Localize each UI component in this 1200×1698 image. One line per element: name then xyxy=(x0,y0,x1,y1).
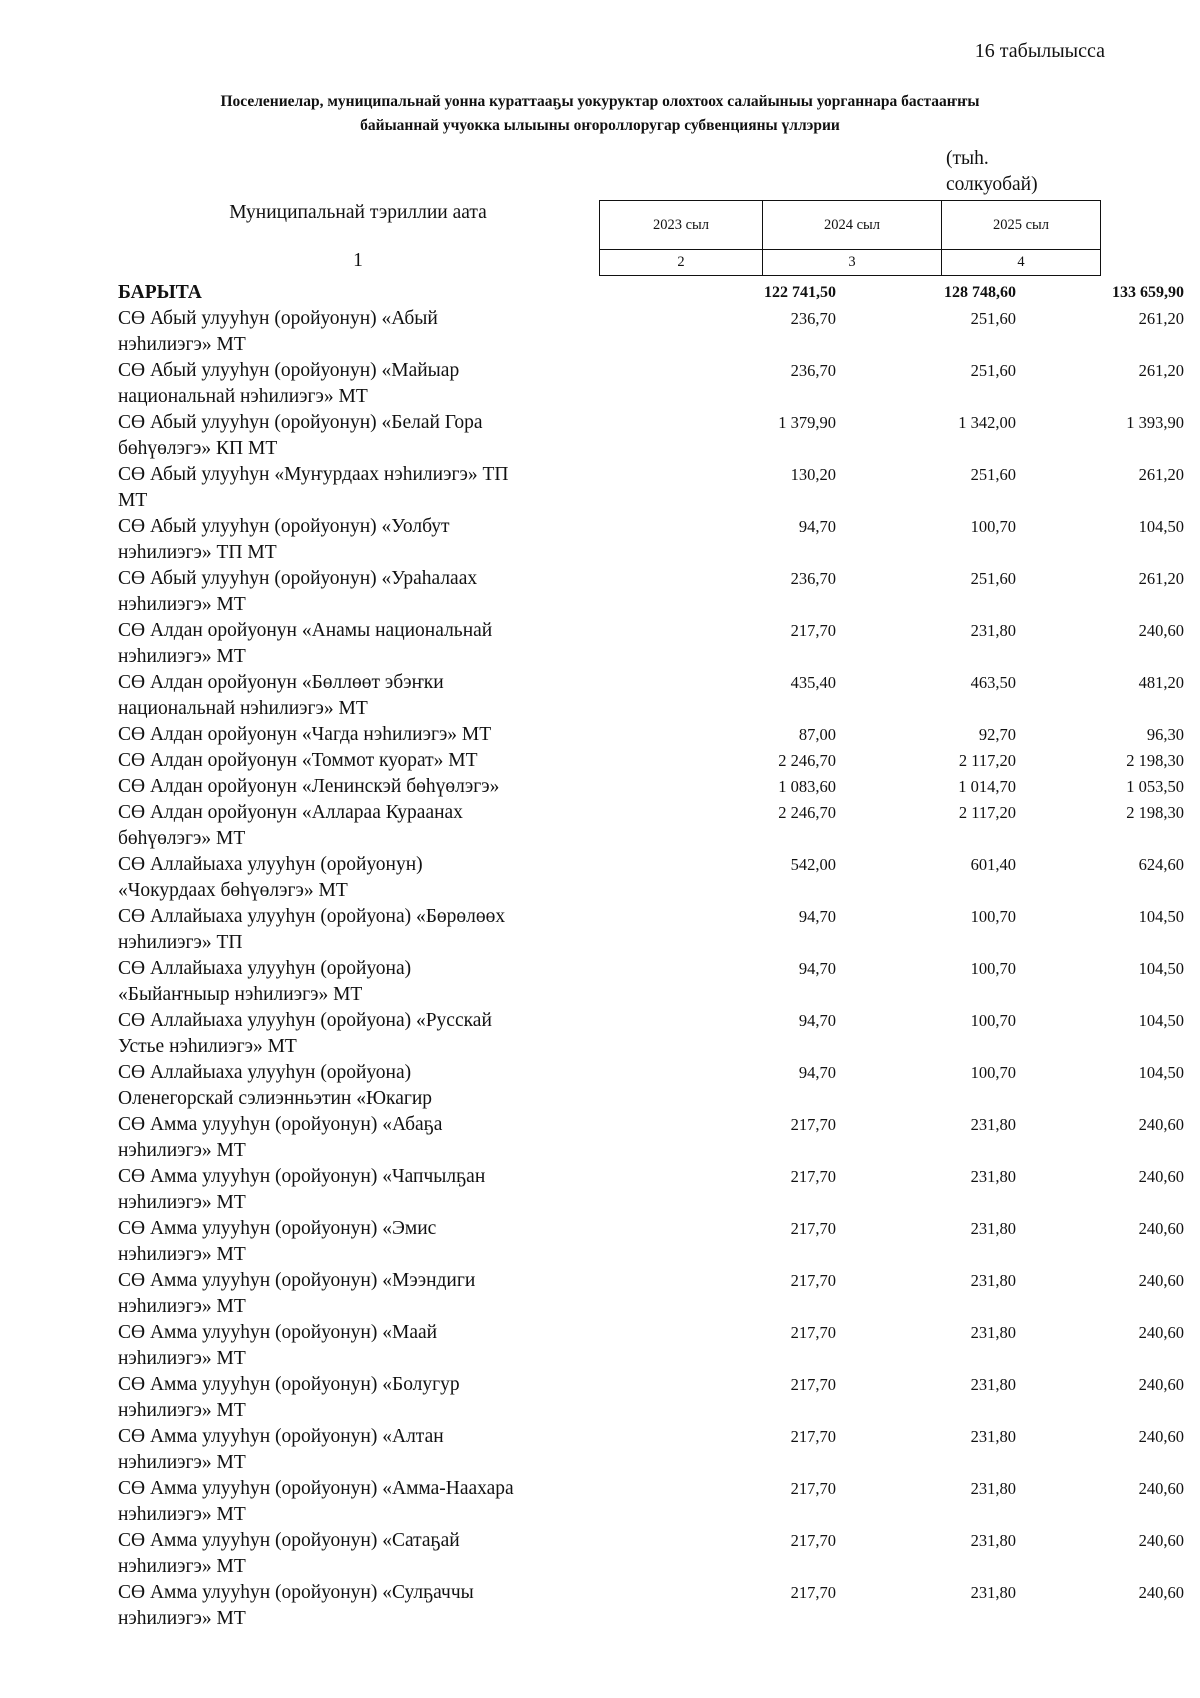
municipality-name-line-1: СӨ Амма улууһун (оройуонун) «Мээндиги xyxy=(118,1270,476,1291)
table-row xyxy=(118,1060,1184,1112)
municipality-name-line-2: нэһилиэгэ» ТП xyxy=(118,932,243,953)
title-line-1: Поселениелар, муниципальнай уонна кураттааҕы уокуруктар олохтоох салайыныы уорганнара бастааҥҥы xyxy=(220,93,980,110)
municipality-name xyxy=(118,1112,598,1164)
municipality-name-line-2: нэһилиэгэ» ТП МТ xyxy=(118,542,277,563)
value-2023: 217,70 xyxy=(790,1115,836,1134)
value-2023: 217,70 xyxy=(790,1427,836,1446)
value-2025: 240,60 xyxy=(1138,1167,1184,1186)
municipality-name-line-2: «Быйаҥныыр нэһилиэгэ» МТ xyxy=(118,984,363,1005)
appendix-label: 16 табылыысса xyxy=(974,40,1105,62)
table-row xyxy=(118,1372,1184,1424)
column-number-4: 4 xyxy=(942,250,1101,276)
value-2025: 1 393,90 xyxy=(1126,413,1184,432)
value-2024: 231,80 xyxy=(970,1479,1016,1498)
value-2023: 94,70 xyxy=(798,517,836,536)
value-2024: 251,60 xyxy=(970,309,1016,328)
municipality-name-line-1: СӨ Амма улууһун (оройуонун) «Болугур xyxy=(118,1374,460,1395)
table-row xyxy=(118,1320,1184,1372)
table-row xyxy=(118,722,1184,748)
value-2023: 217,70 xyxy=(790,1219,836,1238)
value-2025: 104,50 xyxy=(1138,959,1184,978)
units-label xyxy=(946,146,1038,198)
municipality-name xyxy=(118,774,598,800)
municipality-name-line-2: МТ xyxy=(118,490,148,511)
value-2025: 481,20 xyxy=(1138,673,1184,692)
value-2025: 104,50 xyxy=(1138,1011,1184,1030)
municipality-name xyxy=(118,800,598,852)
document-title xyxy=(110,90,1090,138)
value-2024: 231,80 xyxy=(970,1167,1016,1186)
value-2023: 217,70 xyxy=(790,1375,836,1394)
municipality-name-line-2: бөһүөлэгэ» КП МТ xyxy=(118,438,278,459)
value-2024: 231,80 xyxy=(970,1115,1016,1134)
value-2024: 601,40 xyxy=(970,855,1016,874)
municipality-name-line-1: СӨ Амма улууһун (оройуонун) «Эмис xyxy=(118,1218,437,1239)
total-2025: 133 659,90 xyxy=(1112,284,1184,301)
value-2023: 542,00 xyxy=(790,855,836,874)
value-2023: 94,70 xyxy=(798,959,836,978)
value-2024: 100,70 xyxy=(970,959,1016,978)
municipality-name xyxy=(118,956,598,1008)
municipality-name xyxy=(118,1060,598,1112)
municipality-name-line-2: нэһилиэгэ» МТ xyxy=(118,1452,246,1473)
value-2024: 251,60 xyxy=(970,569,1016,588)
value-2024: 231,80 xyxy=(970,1271,1016,1290)
total-2024: 128 748,60 xyxy=(944,284,1016,301)
value-2025: 240,60 xyxy=(1138,1271,1184,1290)
value-2024: 231,80 xyxy=(970,1219,1016,1238)
column-number-2: 2 xyxy=(600,250,763,276)
column-number-3: 3 xyxy=(763,250,942,276)
municipality-name xyxy=(118,722,598,748)
municipality-name-line-1: СӨ Абый улууһун (оройуонун) «Майыар xyxy=(118,360,460,381)
value-2024: 2 117,20 xyxy=(958,751,1016,770)
value-2023: 2 246,70 xyxy=(778,803,836,822)
value-2025: 240,60 xyxy=(1138,1531,1184,1550)
value-2024: 1 014,70 xyxy=(958,777,1016,796)
value-2025: 261,20 xyxy=(1138,309,1184,328)
value-2023: 1 379,90 xyxy=(778,413,836,432)
municipality-name-line-2: нэһилиэгэ» МТ xyxy=(118,1192,246,1213)
municipality-name-line-1: СӨ Аллайыаха улууһун (оройуонун) xyxy=(118,854,423,875)
municipality-name xyxy=(118,904,598,956)
table-row xyxy=(118,1580,1184,1632)
value-2023: 435,40 xyxy=(790,673,836,692)
municipality-name xyxy=(118,1372,598,1424)
value-2024: 231,80 xyxy=(970,621,1016,640)
value-2023: 217,70 xyxy=(790,1323,836,1342)
municipality-name xyxy=(118,618,598,670)
value-2025: 240,60 xyxy=(1138,1375,1184,1394)
municipality-name xyxy=(118,306,598,358)
municipality-name-line-2: нэһилиэгэ» МТ xyxy=(118,1296,246,1317)
value-2023: 94,70 xyxy=(798,1063,836,1082)
value-2024: 92,70 xyxy=(978,725,1016,744)
municipality-name xyxy=(118,1216,598,1268)
table-row xyxy=(118,358,1184,410)
table-row xyxy=(118,1216,1184,1268)
value-2023: 217,70 xyxy=(790,1479,836,1498)
value-2024: 231,80 xyxy=(970,1427,1016,1446)
total-row xyxy=(118,280,1184,306)
value-2023: 217,70 xyxy=(790,1167,836,1186)
municipality-name-line-2: бөһүөлэгэ» МТ xyxy=(118,828,246,849)
value-2024: 100,70 xyxy=(970,1011,1016,1030)
value-2025: 261,20 xyxy=(1138,569,1184,588)
value-2024: 231,80 xyxy=(970,1531,1016,1550)
table-row xyxy=(118,1528,1184,1580)
municipality-name xyxy=(118,410,598,462)
units-line-1: (тыһ. xyxy=(946,148,989,169)
municipality-name xyxy=(118,1008,598,1060)
value-2024: 231,80 xyxy=(970,1323,1016,1342)
value-2025: 240,60 xyxy=(1138,1323,1184,1342)
table-row xyxy=(118,774,1184,800)
municipality-name-line-1: СӨ Аллайыаха улууһун (оройуона) xyxy=(118,1062,412,1083)
municipality-name-line-1: СӨ Абый улууһун (оройуонун) «Абый xyxy=(118,308,438,329)
table-row xyxy=(118,410,1184,462)
municipality-name-line-1: СӨ Абый улууһун (оройуонун) «Белай Гора xyxy=(118,412,483,433)
municipality-name-line-2: нэһилиэгэ» МТ xyxy=(118,334,246,355)
value-2023: 236,70 xyxy=(790,569,836,588)
municipality-name-line-2: Устье нэһилиэгэ» МТ xyxy=(118,1036,297,1057)
municipality-name-line-2: нэһилиэгэ» МТ xyxy=(118,1140,246,1161)
municipality-name-line-1: СӨ Алдан оройуонун «Чагда нэһилиэгэ» МТ xyxy=(118,724,492,745)
table-row xyxy=(118,514,1184,566)
municipality-name-line-1: СӨ Абый улууһун «Муҥурдаах нэһилиэгэ» ТП xyxy=(118,464,509,485)
year-header-2025: 2025 сыл xyxy=(942,201,1101,250)
municipality-name-line-1: СӨ Алдан оройуонун «Ленинскэй бөһүөлэгэ» xyxy=(118,776,500,797)
municipality-name-line-1: СӨ Амма улууһун (оройуонун) «Маай xyxy=(118,1322,438,1343)
municipality-name-line-1: СӨ Амма улууһун (оройуонун) «Чапчылҕан xyxy=(118,1166,486,1187)
municipality-name xyxy=(118,514,598,566)
municipality-name-line-2: нэһилиэгэ» МТ xyxy=(118,1556,246,1577)
table-row xyxy=(118,1164,1184,1216)
municipality-name-line-1: СӨ Амма улууһун (оройуонун) «Абаҕа xyxy=(118,1114,443,1135)
year-header-2024: 2024 сыл xyxy=(763,201,942,250)
table-row xyxy=(118,904,1184,956)
value-2025: 2 198,30 xyxy=(1126,751,1184,770)
value-2025: 104,50 xyxy=(1138,907,1184,926)
value-2025: 104,50 xyxy=(1138,517,1184,536)
year-header-table xyxy=(599,200,1101,276)
municipality-name-line-2: «Чокурдаах бөһүөлэгэ» МТ xyxy=(118,880,348,901)
municipality-name xyxy=(118,1528,598,1580)
municipality-name-line-1: СӨ Алдан оройуонун «Анамы национальнай xyxy=(118,620,493,641)
value-2025: 1 053,50 xyxy=(1126,777,1184,796)
value-2024: 463,50 xyxy=(970,673,1016,692)
municipality-name xyxy=(118,1476,598,1528)
municipality-name xyxy=(118,566,598,618)
total-label: БАРЫТА xyxy=(118,282,202,303)
value-2025: 240,60 xyxy=(1138,1219,1184,1238)
municipality-name-line-1: СӨ Абый улууһун (оройуонун) «Ураһалаах xyxy=(118,568,478,589)
municipality-name-line-1: СӨ Аллайыаха улууһун (оройуона) «Русскай xyxy=(118,1010,492,1031)
municipality-name-line-2: нэһилиэгэ» МТ xyxy=(118,1504,246,1525)
value-2023: 130,20 xyxy=(790,465,836,484)
municipality-name-line-2: нэһилиэгэ» МТ xyxy=(118,594,246,615)
municipality-name xyxy=(118,1164,598,1216)
municipality-name-line-1: СӨ Амма улууһун (оройуонун) «Амма-Наахара xyxy=(118,1478,514,1499)
municipality-name xyxy=(118,358,598,410)
municipality-name-line-2: национальнай нэһилиэгэ» МТ xyxy=(118,698,368,719)
table-row xyxy=(118,670,1184,722)
municipality-name xyxy=(118,670,598,722)
municipality-name xyxy=(118,462,598,514)
value-2023: 87,00 xyxy=(798,725,836,744)
name-column-header: Муниципальнай тэриллии аата xyxy=(229,202,487,223)
municipality-name xyxy=(118,852,598,904)
table-row xyxy=(118,956,1184,1008)
municipality-name-line-1: СӨ Алдан оройуонун «Томмот куорат» МТ xyxy=(118,750,478,771)
value-2024: 1 342,00 xyxy=(958,413,1016,432)
table-row xyxy=(118,618,1184,670)
value-2023: 217,70 xyxy=(790,1271,836,1290)
value-2025: 2 198,30 xyxy=(1126,803,1184,822)
municipality-name-line-1: СӨ Амма улууһун (оройуонун) «Сулҕаччы xyxy=(118,1582,474,1603)
municipality-name-line-2: Оленегорскай сэлиэнньэтин «Юкагир xyxy=(118,1088,433,1109)
value-2023: 94,70 xyxy=(798,907,836,926)
municipality-name-line-2: нэһилиэгэ» МТ xyxy=(118,1244,246,1265)
value-2025: 96,30 xyxy=(1146,725,1184,744)
value-2024: 231,80 xyxy=(970,1583,1016,1602)
municipality-name-line-1: СӨ Амма улууһун (оройуонун) «Алтан xyxy=(118,1426,444,1447)
value-2025: 624,60 xyxy=(1138,855,1184,874)
table-row xyxy=(118,748,1184,774)
value-2025: 240,60 xyxy=(1138,1115,1184,1134)
value-2023: 1 083,60 xyxy=(778,777,836,796)
municipality-name-line-1: СӨ Амма улууһун (оройуонун) «Сатаҕай xyxy=(118,1530,460,1551)
table-row xyxy=(118,306,1184,358)
value-2025: 104,50 xyxy=(1138,1063,1184,1082)
municipality-name-line-1: СӨ Алдан оройуонун «Аллараа Кураанах xyxy=(118,802,463,823)
total-2023: 122 741,50 xyxy=(764,284,836,301)
value-2025: 240,60 xyxy=(1138,1427,1184,1446)
municipality-name-line-2: национальнай нэһилиэгэ» МТ xyxy=(118,386,368,407)
value-2023: 217,70 xyxy=(790,1531,836,1550)
municipality-name xyxy=(118,1580,598,1632)
table-row xyxy=(118,462,1184,514)
table-row xyxy=(118,1008,1184,1060)
value-2024: 100,70 xyxy=(970,1063,1016,1082)
column-number-1: 1 xyxy=(353,250,363,271)
value-2023: 217,70 xyxy=(790,621,836,640)
municipality-name xyxy=(118,1320,598,1372)
municipality-name-line-2: нэһилиэгэ» МТ xyxy=(118,1608,246,1629)
municipality-name xyxy=(118,1424,598,1476)
value-2025: 240,60 xyxy=(1138,621,1184,640)
table-body xyxy=(118,280,1184,1632)
value-2025: 240,60 xyxy=(1138,1479,1184,1498)
value-2023: 94,70 xyxy=(798,1011,836,1030)
municipality-name-line-1: СӨ Аллайыаха улууһун (оройуона) «Бөрөлөөх xyxy=(118,906,506,927)
municipality-name-line-1: СӨ Абый улууһун (оройуонун) «Уолбут xyxy=(118,516,450,537)
municipality-name-line-1: СӨ Алдан оройуонун «Бөллөөт эбэҥки xyxy=(118,672,444,693)
value-2024: 251,60 xyxy=(970,361,1016,380)
municipality-name-line-2: нэһилиэгэ» МТ xyxy=(118,646,246,667)
value-2025: 240,60 xyxy=(1138,1583,1184,1602)
title-line-2: байыаннай учуокка ылыыны оҥороллоругар субвенцияны үллэрии xyxy=(360,117,840,134)
table-row xyxy=(118,800,1184,852)
value-2023: 2 246,70 xyxy=(778,751,836,770)
table-row xyxy=(118,852,1184,904)
value-2024: 2 117,20 xyxy=(958,803,1016,822)
value-2025: 261,20 xyxy=(1138,465,1184,484)
value-2024: 251,60 xyxy=(970,465,1016,484)
value-2023: 236,70 xyxy=(790,361,836,380)
table-row xyxy=(118,1268,1184,1320)
table-row xyxy=(118,1476,1184,1528)
value-2024: 231,80 xyxy=(970,1375,1016,1394)
value-2025: 261,20 xyxy=(1138,361,1184,380)
municipality-name-line-2: нэһилиэгэ» МТ xyxy=(118,1400,246,1421)
table-row xyxy=(118,1112,1184,1164)
municipality-name xyxy=(118,748,598,774)
value-2023: 217,70 xyxy=(790,1583,836,1602)
table-row xyxy=(118,1424,1184,1476)
year-header-2023: 2023 сыл xyxy=(600,201,763,250)
units-line-2: солкуобай) xyxy=(946,174,1038,195)
value-2024: 100,70 xyxy=(970,517,1016,536)
municipality-name-line-2: нэһилиэгэ» МТ xyxy=(118,1348,246,1369)
table-row xyxy=(118,566,1184,618)
municipality-name-line-1: СӨ Аллайыаха улууһун (оройуона) xyxy=(118,958,412,979)
value-2023: 236,70 xyxy=(790,309,836,328)
municipality-name xyxy=(118,1268,598,1320)
value-2024: 100,70 xyxy=(970,907,1016,926)
